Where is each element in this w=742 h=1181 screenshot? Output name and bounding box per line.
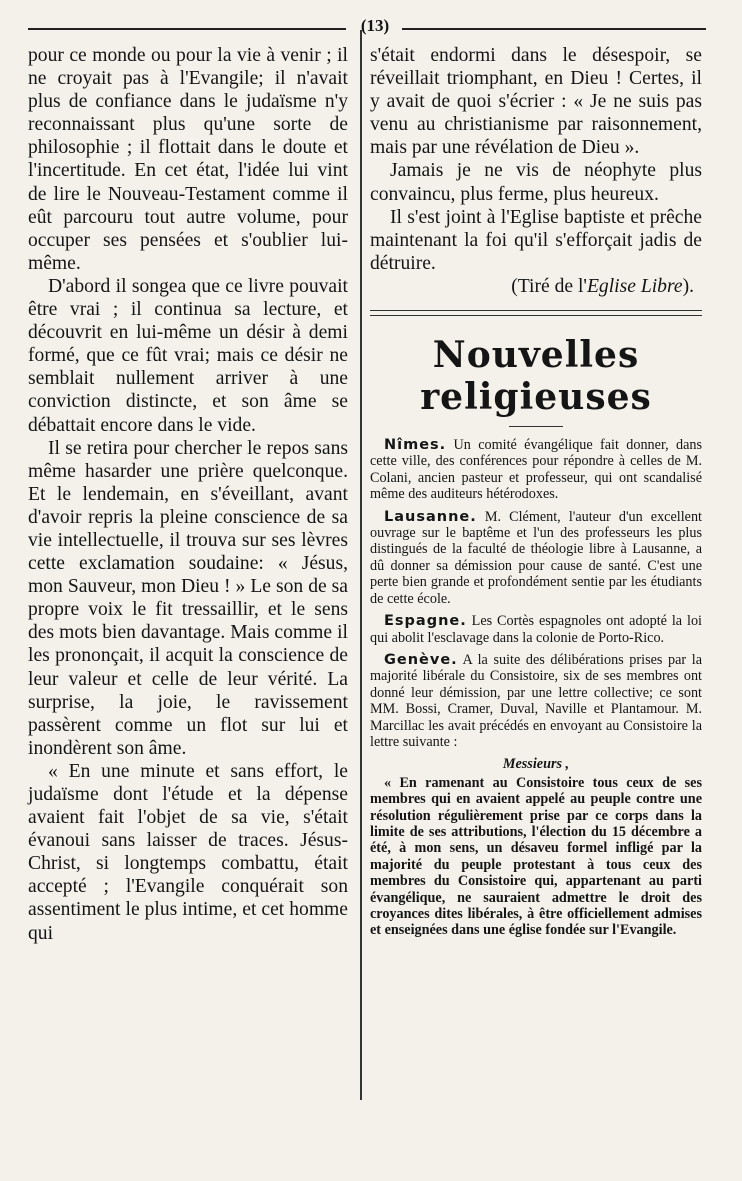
news-text: Les Cortès espagnoles ont adopté la loi qui abolit l'esclavage dans la colonie de Porto-Rico. — [370, 613, 702, 646]
news-text: A la suite des délibérations prises par la majorité libérale du Consistoire, six de ses membres ont donné leur démission, par une lettre collective; ce sont MM. Bossi, Cramer, Duval, Naville et Plantamour. M. Marcillac les avait précédés en envoyant au Consistoire la lettre suivante : — [370, 651, 702, 750]
column-divider — [360, 30, 362, 1100]
news-place: Espagne. — [384, 613, 467, 630]
left-column — [28, 44, 348, 945]
paragraph: Il se retira pour chercher le repos sans même hasarder une prière quelconque. Et le lendemain, en s'éveillant, avant d'avoir repris la pleine conscience de sa vie intellectuelle, il trouva sur ses lèvres cette exclamation soudaine: « Jésus, mon Sauveur, mon Dieu ! » Le son de sa propre voix le fit tressaillir, et le sens des mots bien davantage. Mais comme il les prononçait, il acquit la conscience de leur valeur et celle de leur vérité. La surprise, la joie, le ravissement passèrent comme un flot sur lui et inondèrent son âme. — [28, 437, 348, 759]
news-text: M. Clément, l'auteur d'un excellent ouvrage sur le baptême et l'un des professeurs les plus distingués de la faculté de théologie libre à Lausanne, a dû donner sa démission pour cause de santé. C'est une perte bien grande et profondément sentie par les étudiants de cette école. — [370, 508, 702, 607]
paragraph: Il s'est joint à l'Eglise baptiste et prêche maintenant la foi qu'il s'efforçait jadis de détruire. — [370, 206, 702, 274]
news-item — [370, 613, 702, 646]
paragraph: « En une minute et sans effort, le judaïsme dont l'étude et la dépense avaient fait l'objet de sa vie, s'était évanoui sans laisser de traces. Jésus-Christ, si longtemps combattu, était accepté ; l'Evangile conquérait son assentiment le plus intime, et cet homme qui — [28, 760, 348, 944]
paragraph: Jamais je ne vis de néophyte plus convaincu, plus ferme, plus heureux. — [370, 160, 702, 205]
page-header — [28, 16, 706, 40]
paragraph: D'abord il songea que ce livre pouvait être vrai ; il continua sa lecture, et découvrit en lui-même un désir à demi formé, que ce fût vrai; mais ce désir ne semblait nullement arriver à une conviction distincte, et son âme se débattait encore dans le vide. — [28, 275, 348, 436]
news-list — [370, 437, 702, 939]
right-column — [370, 44, 702, 939]
news-item — [370, 652, 702, 750]
header-rule-left — [28, 28, 346, 30]
letter-body — [370, 775, 702, 939]
attribution-prefix: (Tiré de l' — [511, 275, 587, 297]
news-item — [370, 509, 702, 607]
news-item — [370, 437, 702, 503]
news-place: Nîmes. — [384, 437, 447, 454]
section-title: Nouvelles religieuses — [420, 334, 652, 419]
title-underline — [509, 426, 563, 427]
news-text: Un comité évangélique fait donner, dans cette ville, des conférences pour répondre à celles de M. Colani, ancien pasteur et professeur, qui ont scandalisé même des auditeurs hétérodoxes. — [370, 437, 702, 503]
page-number: (13) — [360, 16, 390, 35]
attribution-source: Eglise Libre — [586, 275, 683, 297]
letter-text: « En ramenant au Consistoire tous ceux de ses membres qui en avaient appelé au peuple contre une résolution régulièrement prise par ce corps dans la limite de ses attributions, l'élection du 15 décembre a été, à mon sens, un désaveu formel infligé par la majorité du peuple protestant à tous ceux des membres du Consistoire qui, appartenant au parti évangélique, ne sauraient admettre le droit des croyances dites libérales, à être officiellement admises et enseignées dans une église fondée sur l'Evangile. — [370, 774, 702, 939]
header-rule-right — [402, 28, 706, 30]
article-continuation — [370, 44, 702, 298]
attribution-suffix: ). — [682, 275, 694, 297]
paragraph: pour ce monde ou pour la vie à venir ; il ne croyait pas à l'Evangile; il n'avait plus de confiance dans le judaïsme n'y reconnaissant plus qu'une sorte de philosophie ; il flottait dans le doute et l'incertitude. En cet état, l'idée lui vint de lire le Nouveau-Testament comme il eût parcouru tout autre volume, pour occuper ses pensées et s'oublier lui-même. — [28, 45, 348, 274]
paragraph: s'était endormi dans le désespoir, se réveillait triomphant, en Dieu ! Certes, il y avait de quoi s'écrier : « Je ne suis pas venu au christianisme par raisonnement, mais par une révélation de Dieu ». — [370, 45, 702, 159]
news-place: Genève. — [384, 651, 458, 668]
news-place: Lausanne. — [384, 508, 477, 525]
section-separator — [370, 310, 702, 316]
source-attribution — [370, 275, 702, 298]
letter-salutation: Messieurs , — [502, 756, 570, 773]
